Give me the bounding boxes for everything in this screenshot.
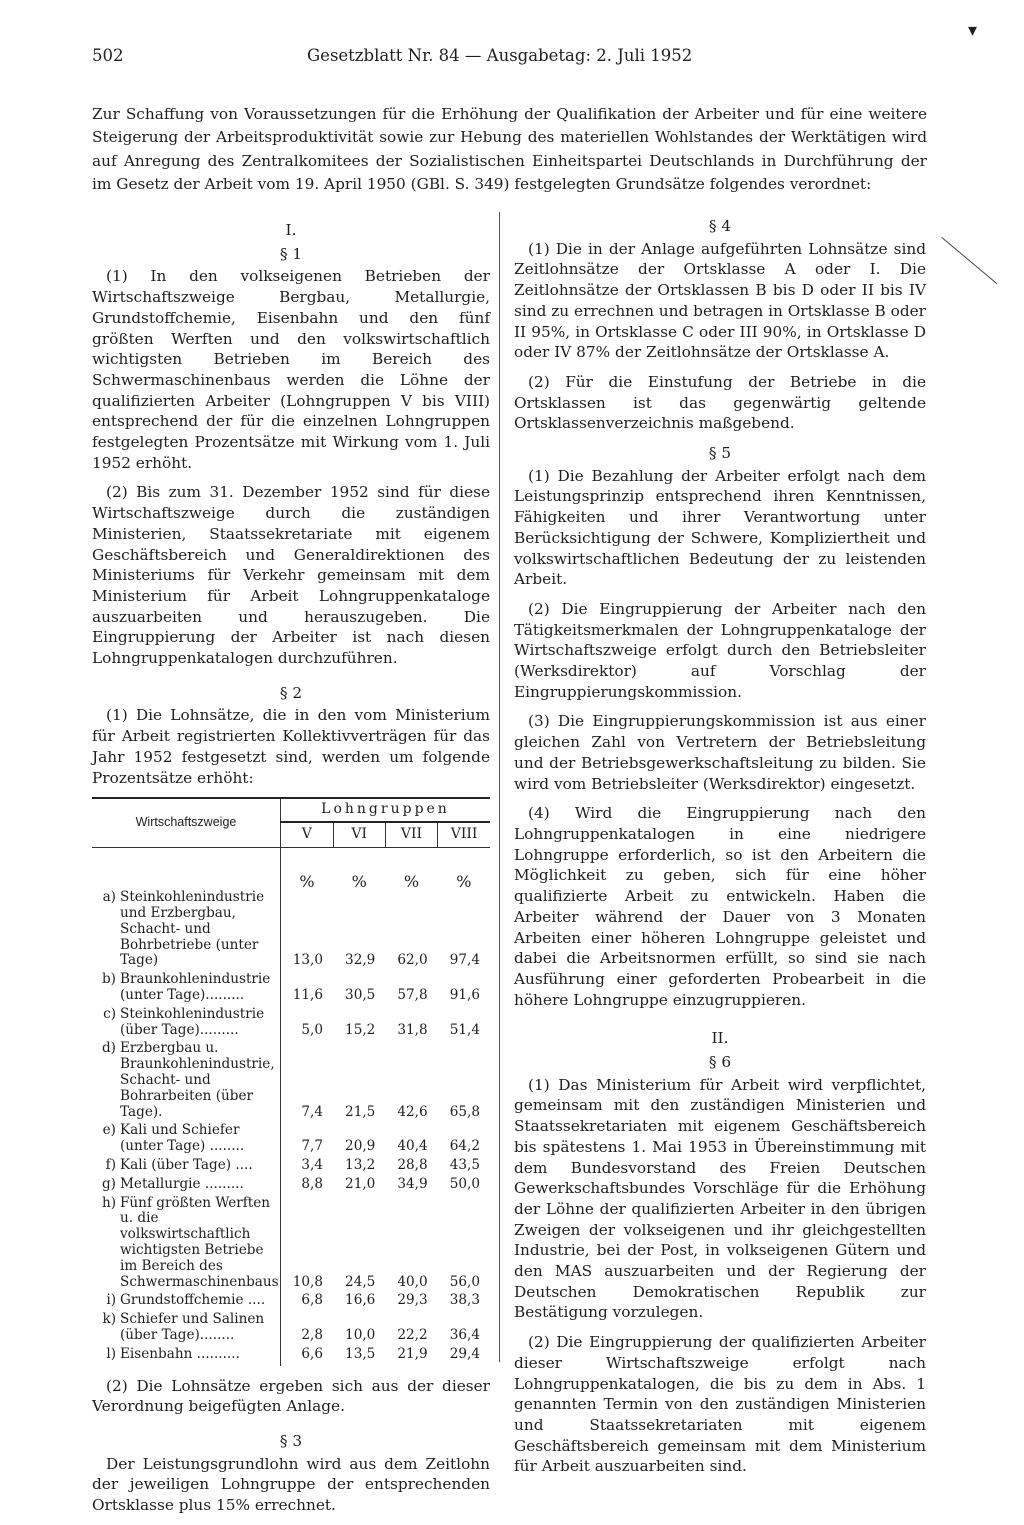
- cell-group-vi: 32,9: [345, 952, 376, 969]
- section-5-para-3: (3) Die Eingruppierungskommission ist aus einer gleichen Zahl von Vertretern der Betriebsleitung und der Betriebsgewerkschaftsleitung zu bilden. Sie wird vom Betriebsleiter (Werksdirektor) eingesetzt.: [514, 712, 926, 793]
- table-row: [92, 1196, 490, 1294]
- preamble: Zur Schaffung von Voraussetzungen für die Erhöhung der Qualifikation der Arbeiter und für eine weitere Steigerung der Arbeitsproduktivität sowie zur Hebung des materiellen Wohlstandes der Werktätigen wird auf Anregung des Zentralkomitees der Sozialistischen Einheitspartei Deutschlands in Durchführung der im Gesetz der Arbeit vom 19. April 1950 (GBl. S. 349) festgelegten Grundsätze folgendes verordnet:: [92, 105, 927, 193]
- wage-increase-table: [92, 797, 490, 1365]
- section-1-para-2: (2) Bis zum 31. Dezember 1952 sind für diese Wirtschaftszweige durch die zuständigen Ministerien, Staatssekretariate mit eigenem Geschäftsbereich und Generaldirektionen des Ministeriums für Verkehr gemeinsam mit dem Ministerium für Arbeit Lohngruppenkataloge auszuarbeiten und herauszugeben. Die Eingruppierung der Arbeiter ist nach diesen Lohngruppenkatalogen durchzuführen.: [92, 483, 490, 668]
- cell-group-vii: 40,0: [397, 1273, 428, 1290]
- section-2-heading: § 2: [279, 683, 303, 702]
- cell-group-vi: 10,0: [345, 1327, 376, 1343]
- left-column: [92, 218, 490, 1525]
- row-letter: l): [106, 1345, 116, 1362]
- row-sector-name: Kali und Schiefer (unter Tage) ........: [120, 1122, 245, 1155]
- group-header: V: [281, 822, 334, 848]
- group-header: VI: [333, 822, 385, 848]
- row-sector-name: Grundstoffchemie ....: [120, 1292, 266, 1309]
- cell-group-v: 6,6: [301, 1345, 323, 1362]
- group-header: VII: [385, 822, 437, 848]
- part-roman-2: II.: [711, 1029, 729, 1048]
- cell-group-viii: 56,0: [449, 1273, 480, 1290]
- row-letter: e): [102, 1122, 116, 1139]
- right-column: [514, 213, 926, 1486]
- cell-group-viii: 36,4: [449, 1327, 480, 1343]
- row-letter: g): [101, 1175, 116, 1192]
- row-letter: a): [102, 889, 116, 906]
- row-letter: i): [106, 1292, 116, 1309]
- row-sector-name: Kali (über Tage) ....: [120, 1157, 253, 1174]
- cell-group-viii: 51,4: [449, 1021, 480, 1038]
- cell-group-vi: 13,5: [345, 1345, 376, 1362]
- cell-group-vi: 21,0: [345, 1175, 376, 1192]
- cell-group-v: 7,7: [301, 1138, 323, 1155]
- cell-group-vi: 24,5: [345, 1273, 376, 1290]
- section-5-para-1: (1) Die Bezahlung der Arbeiter erfolgt nach dem Leistungsprinzip entsprechend ihren Kenntnissen, Fähigkeiten und ihrer Verantwortung unter Berücksichtigung der Schwere, Kompliziertheit und volkswirtschaftlichen Bedeutung der zu leistenden Arbeit.: [514, 466, 926, 589]
- col-header-sector: Wirtschaftszweige: [92, 798, 281, 848]
- unit-label: %: [456, 872, 472, 892]
- margin-stroke: [941, 237, 997, 284]
- cell-group-v: 2,8: [301, 1327, 323, 1343]
- cell-group-vi: 30,5: [345, 987, 376, 1004]
- row-sector-name: Braunkohlenindustrie (unter Tage).........: [120, 971, 271, 1004]
- cell-group-vii: 57,8: [397, 987, 428, 1004]
- row-sector-name: Steinkohlenindustrie und Erzbergbau, Schacht- und Bohrbetriebe (unter Tage): [120, 889, 265, 969]
- section-4-para-1: (1) Die in der Anlage aufgeführten Lohnsätze sind Zeitlohnsätze der Ortsklasse A oder I. Die Zeitlohnsätze der Ortsklassen B bis D oder II bis IV sind zu errechnen und betragen in Ortsklasse B oder II 95%, in Ortsklasse C oder III 90%, in Ortsklasse D oder IV 87% der Zeitlohnsätze der Ortsklasse A.: [514, 239, 926, 362]
- cell-group-v: 8,8: [301, 1175, 323, 1192]
- cell-group-vii: 29,3: [397, 1292, 428, 1309]
- cell-group-vii: 42,6: [397, 1103, 428, 1120]
- table-row: [92, 1158, 490, 1177]
- row-letter: k): [102, 1311, 116, 1328]
- section-4-para-2: (2) Für die Einstufung der Betriebe in die Ortsklassen ist das gegenwärtig geltende Ortsklassenverzeichnis maßgebend.: [514, 372, 926, 433]
- table-row: [92, 1312, 490, 1347]
- table-row: [92, 1177, 490, 1196]
- cell-group-vii: 40,4: [397, 1138, 428, 1155]
- table-row: [92, 1123, 490, 1158]
- cell-group-vi: 21,5: [345, 1103, 376, 1120]
- cell-group-vi: 16,6: [345, 1292, 376, 1309]
- row-letter: b): [101, 971, 116, 988]
- section-5-para-4: (4) Wird die Eingruppierung nach den Lohngruppenkatalogen in eine niedrigere Lohngruppe erforderlich, so ist den Arbeitern die Möglichkeit zu geben, sich für eine höher qualifizierte Arbeit zu entwickeln. Haben die Arbeiter während der Dauer von 3 Monaten Arbeiten einer höheren Lohngruppe geleistet und dabei die Arbeitsnormen erfüllt, so sind sie nach Ausführung einer geforderten Probearbeit in die höhere Lohngruppe einzugruppieren.: [514, 804, 926, 1009]
- row-sector-name: Eisenbahn ..........: [120, 1345, 240, 1362]
- cell-group-v: 5,0: [301, 1021, 323, 1038]
- section-5-para-2: (2) Die Eingruppierung der Arbeiter nach den Tätigkeitsmerkmalen der Lohngruppenkataloge der Wirtschaftszweige erfolgt durch den Betriebsleiter (Werksdirektor) auf Vorschlag der Eingruppierungskommission.: [514, 599, 926, 701]
- table-row: [92, 1041, 490, 1123]
- cell-group-vii: 21,9: [397, 1345, 428, 1362]
- row-letter: c): [103, 1005, 116, 1022]
- section-4-heading: § 4: [708, 217, 732, 235]
- section-2-para-2: (2) Die Lohnsätze ergeben sich aus der dieser Verordnung beigefügten Anlage.: [92, 1376, 490, 1416]
- section-6-para-2: (2) Die Eingruppierung der qualifizierten Arbeiter dieser Wirtschaftszweige erfolgt nach Lohngruppenkatalogen, die bis zu dem in Abs. 1 genannten Termin von den zuständigen Ministerien und Staatssekretariaten mit eigenem Geschäftsbereich gemeinsam mit dem Ministerium für Arbeit auszuarbeiten sind.: [514, 1333, 926, 1476]
- table-row: [92, 1293, 490, 1312]
- row-sector-name: Fünf größten Werften u. die volkswirtschaftlich wichtigsten Betriebe im Bereich des Schwermaschinenbaus: [120, 1194, 279, 1290]
- section-2-para-1: (1) Die Lohnsätze, die in den vom Ministerium für Arbeit registrierten Kollektivverträgen für das Jahr 1952 festgesetzt sind, werden um folgende Prozentsätze erhöht:: [92, 706, 490, 787]
- section-1-para-1: (1) In den volkseigenen Betrieben der Wirtschaftszweige Bergbau, Metallurgie, Grundstoffchemie, Eisenbahn und den fünf größten Werften und den volkswirtschaftlich wichtigsten Betrieben im Bereich des Schwermaschinenbaus werden die Löhne der qualifizierten Arbeiter (Lohngruppen V bis VIII) entsprechend der für die einzelnen Lohngruppen festgelegten Prozentsätze mit Wirkung vom 1. Juli 1952 erhöht.: [92, 267, 490, 472]
- cell-group-viii: 65,8: [449, 1103, 480, 1120]
- section-6-heading: § 6: [708, 1053, 732, 1072]
- row-letter: d): [101, 1040, 116, 1057]
- row-sector-name: Schiefer und Salinen (über Tage)........: [120, 1311, 265, 1343]
- cell-group-v: 6,8: [301, 1292, 323, 1309]
- corner-mark: ▾: [968, 20, 978, 41]
- cell-group-viii: 91,6: [449, 987, 480, 1004]
- cell-group-vii: 62,0: [397, 952, 428, 969]
- cell-group-viii: 64,2: [449, 1138, 480, 1155]
- unit-label: %: [351, 872, 367, 892]
- cell-group-v: 11,6: [292, 987, 323, 1004]
- page-number: 502: [92, 46, 124, 65]
- column-divider: [499, 212, 500, 1362]
- group-header: VIII: [438, 822, 490, 848]
- row-letter: h): [101, 1194, 116, 1211]
- part-roman-1: I.: [285, 221, 297, 239]
- section-1-heading: § 1: [279, 244, 303, 263]
- cell-group-viii: 29,4: [449, 1345, 480, 1362]
- table-row: [92, 1007, 490, 1042]
- cell-group-vii: 31,8: [397, 1021, 428, 1038]
- table-row: [92, 1347, 490, 1366]
- unit-label: %: [403, 872, 420, 892]
- cell-group-v: 3,4: [301, 1157, 323, 1174]
- cell-group-vi: 15,2: [345, 1021, 376, 1038]
- gazette-title: Gesetzblatt Nr. 84 — Ausgabetag: 2. Juli 1952: [307, 46, 693, 65]
- cell-group-viii: 97,4: [449, 952, 480, 969]
- row-sector-name: Metallurgie .........: [120, 1175, 244, 1192]
- cell-group-vii: 34,9: [397, 1175, 428, 1192]
- row-letter: f): [105, 1157, 116, 1174]
- section-3-heading: § 3: [279, 1432, 303, 1450]
- cell-group-vii: 22,2: [397, 1327, 428, 1343]
- row-sector-name: Erzbergbau u. Braunkohlenindustrie, Schacht- und Bohrarbeiten (über Tage).: [120, 1040, 275, 1120]
- cell-group-vi: 20,9: [345, 1138, 376, 1155]
- cell-group-viii: 50,0: [449, 1175, 480, 1192]
- cell-group-vi: 13,2: [345, 1157, 376, 1174]
- cell-group-v: 7,4: [301, 1103, 323, 1120]
- table-row: [92, 972, 490, 1007]
- cell-group-v: 10,8: [292, 1273, 323, 1290]
- cell-group-viii: 38,3: [449, 1292, 480, 1309]
- section-3-para-1: Der Leistungsgrundlohn wird aus dem Zeitlohn der jeweiligen Lohngruppe der entsprechenden Ortsklasse plus 15% errechnet.: [92, 1454, 490, 1515]
- table-row: [92, 890, 490, 972]
- cell-group-viii: 43,5: [449, 1157, 480, 1174]
- section-5-heading: § 5: [708, 444, 732, 463]
- unit-label: %: [299, 872, 315, 892]
- section-6-para-1: (1) Das Ministerium für Arbeit wird verpflichtet, gemeinsam mit den zuständigen Ministerien und Staatssekretariaten mit eigenem Geschäftsbereich bis spätestens 1. Mai 1953 in Übereinstimmung mit dem Bundesvorstand des Freien Deutschen Gewerkschaftsbundes Vorschläge für die Erhöhung der Löhne der qualifizierten Arbeiter in den übrigen Zweigen der volkseigenen und ihr gleichgestellten Industrie, bei der Post, in volkseigenen Gütern und den MAS auszuarbeiten und der Regierung der Deutschen Demokratischen Republik zur Bestätigung vorzulegen.: [514, 1075, 926, 1322]
- row-sector-name: Steinkohlenindustrie (über Tage).........: [120, 1005, 265, 1038]
- cell-group-v: 13,0: [292, 952, 323, 969]
- col-header-wage-groups: Lohngruppen: [281, 798, 491, 822]
- cell-group-vii: 28,8: [397, 1157, 428, 1174]
